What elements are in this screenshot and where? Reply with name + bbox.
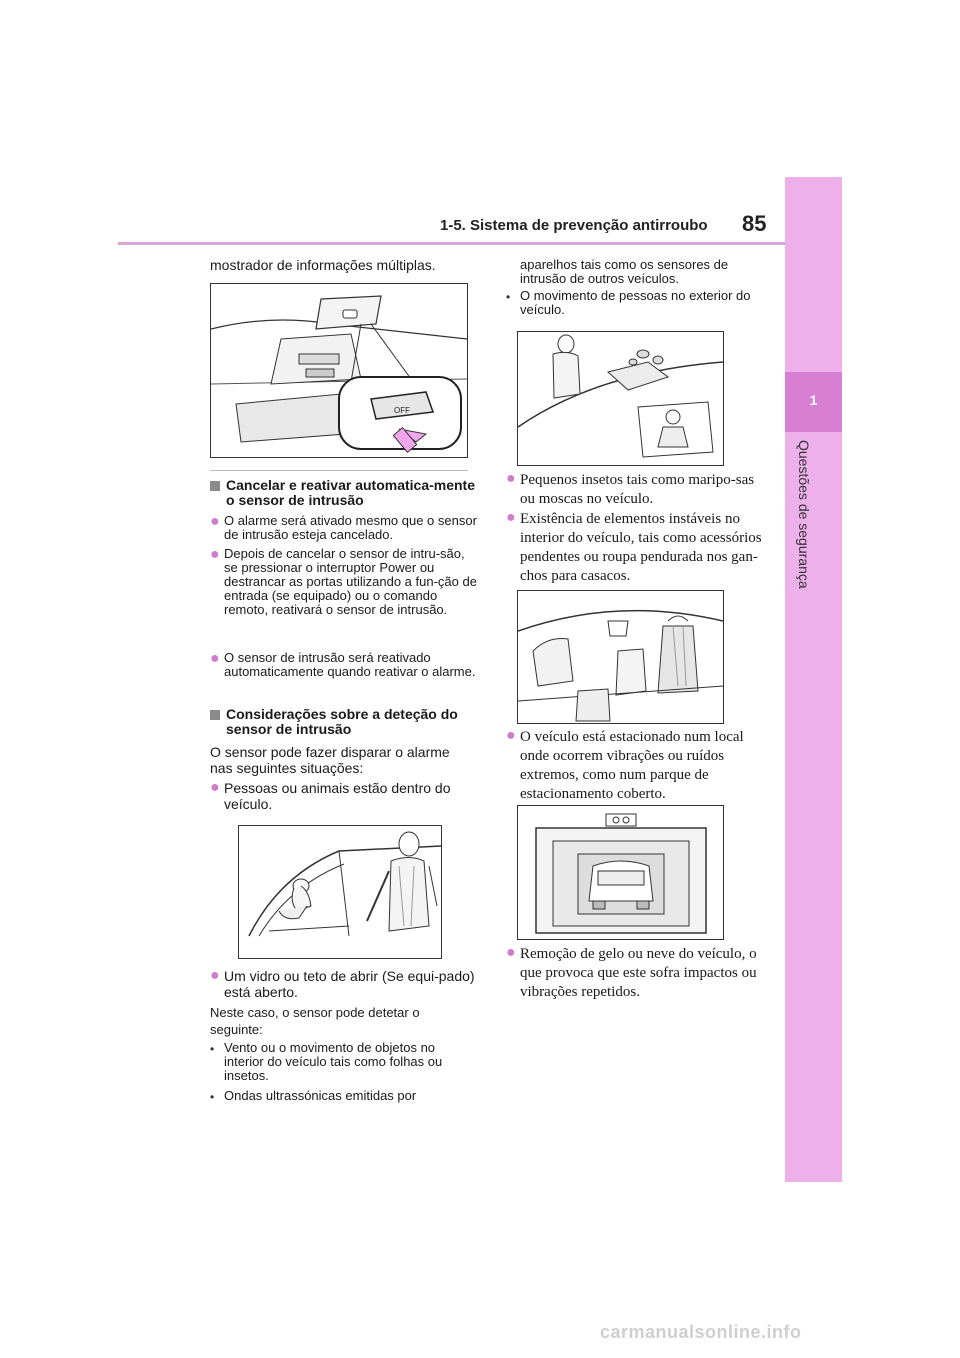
continued-text: aparelhos tais como os sensores de intrusão de outros veículos. (520, 257, 729, 286)
watermark: carmanualsonline.info (600, 1322, 802, 1342)
car-interior-illustration (518, 591, 723, 723)
figure-parking-structure (517, 805, 724, 940)
list-item: ● Pequenos insetos tais como maripo-sas ou moscas no veículo. (506, 470, 755, 507)
list-item: ● Pessoas ou animais estão dentro do veículo. (210, 779, 451, 812)
chapter-title: Questões de segurança (796, 440, 812, 589)
list-item: ● Um vidro ou teto de abrir (Se equi-pado) está aberto. (210, 967, 475, 1000)
section-divider (210, 470, 468, 471)
section-title: 1-5. Sistema de prevenção antirroubo (440, 217, 708, 234)
dash-item: • Vento ou o movimento de objetos no interior do veículo tais como folhas ou insetos. (210, 1040, 443, 1083)
figure-person-outside-car (517, 331, 724, 466)
figure-car-interior (517, 590, 724, 724)
bullet-icon: ● (210, 650, 220, 667)
person-outside-illustration (518, 332, 723, 465)
list-item: ● Remoção de gelo ou neve do veículo, o que provoca que este sofra impactos ou vibrações repetidos. (506, 944, 757, 1000)
bullet-icon: ● (506, 727, 516, 744)
bullet-icon: ● (210, 779, 220, 796)
bullet-icon: ● (210, 513, 220, 530)
bullet-icon: ● (210, 967, 220, 984)
off-label: OFF (394, 406, 410, 415)
dot-icon: • (506, 290, 511, 304)
case-intro: Neste caso, o sensor pode detetar o seguinte: (210, 1005, 420, 1037)
bullet-icon: ● (506, 470, 516, 487)
section-marker-icon (210, 481, 220, 491)
list-item: ● Existência de elementos instáveis no interior do veículo, tais como acessórios pendentes ou roupa pendurada nos gan-chos para casacos. (506, 509, 762, 584)
dot-icon: • (210, 1090, 215, 1104)
dash-item: • Ondas ultrassónicas emitidas por (210, 1088, 417, 1104)
person-and-pet-illustration (239, 826, 441, 958)
chapter-title-vertical (780, 440, 812, 700)
section1-heading: Cancelar e reativar automatica-mente o sensor de intrusão (210, 478, 476, 508)
header-rule (118, 242, 785, 245)
chapter-number: 1 (809, 392, 818, 408)
dot-icon: • (210, 1042, 215, 1056)
overhead-console-illustration (211, 284, 467, 457)
intro-text: mostrador de informações múltiplas. (210, 257, 436, 273)
figure-overhead-console (210, 283, 468, 458)
list-item: ● O alarme será ativado mesmo que o sensor de intrusão esteja cancelado. (210, 513, 477, 542)
bullet-icon: ● (506, 944, 516, 961)
list-item: ● O veículo está estacionado num local onde ocorrem vibrações ou ruídos extremos, como num parque de estacionamento coberto. (506, 727, 744, 802)
section2-heading: Considerações sobre a deteção do sensor de intrusão (210, 707, 481, 737)
parking-structure-illustration (518, 806, 723, 939)
bullet-icon: ● (506, 509, 516, 526)
section2-intro: O sensor pode fazer disparar o alarme nas seguintes situações: (210, 744, 450, 776)
dash-item: • O movimento de pessoas no exterior do veículo. (506, 288, 751, 317)
section-marker-icon (210, 710, 220, 720)
list-item: ● O sensor de intrusão será reativado automaticamente quando reativar o alarme. (210, 650, 476, 679)
bullet-icon: ● (210, 546, 220, 563)
figure-person-and-pet (238, 825, 442, 959)
list-item: ● Depois de cancelar o sensor de intru-são, se pressionar o interruptor Power ou destrancar as portas utilizando a fun-ção de entrada (se equipado) ou o comando remoto, reativará o sensor de intrusão. (210, 546, 477, 617)
page-number: 85 (742, 211, 767, 236)
